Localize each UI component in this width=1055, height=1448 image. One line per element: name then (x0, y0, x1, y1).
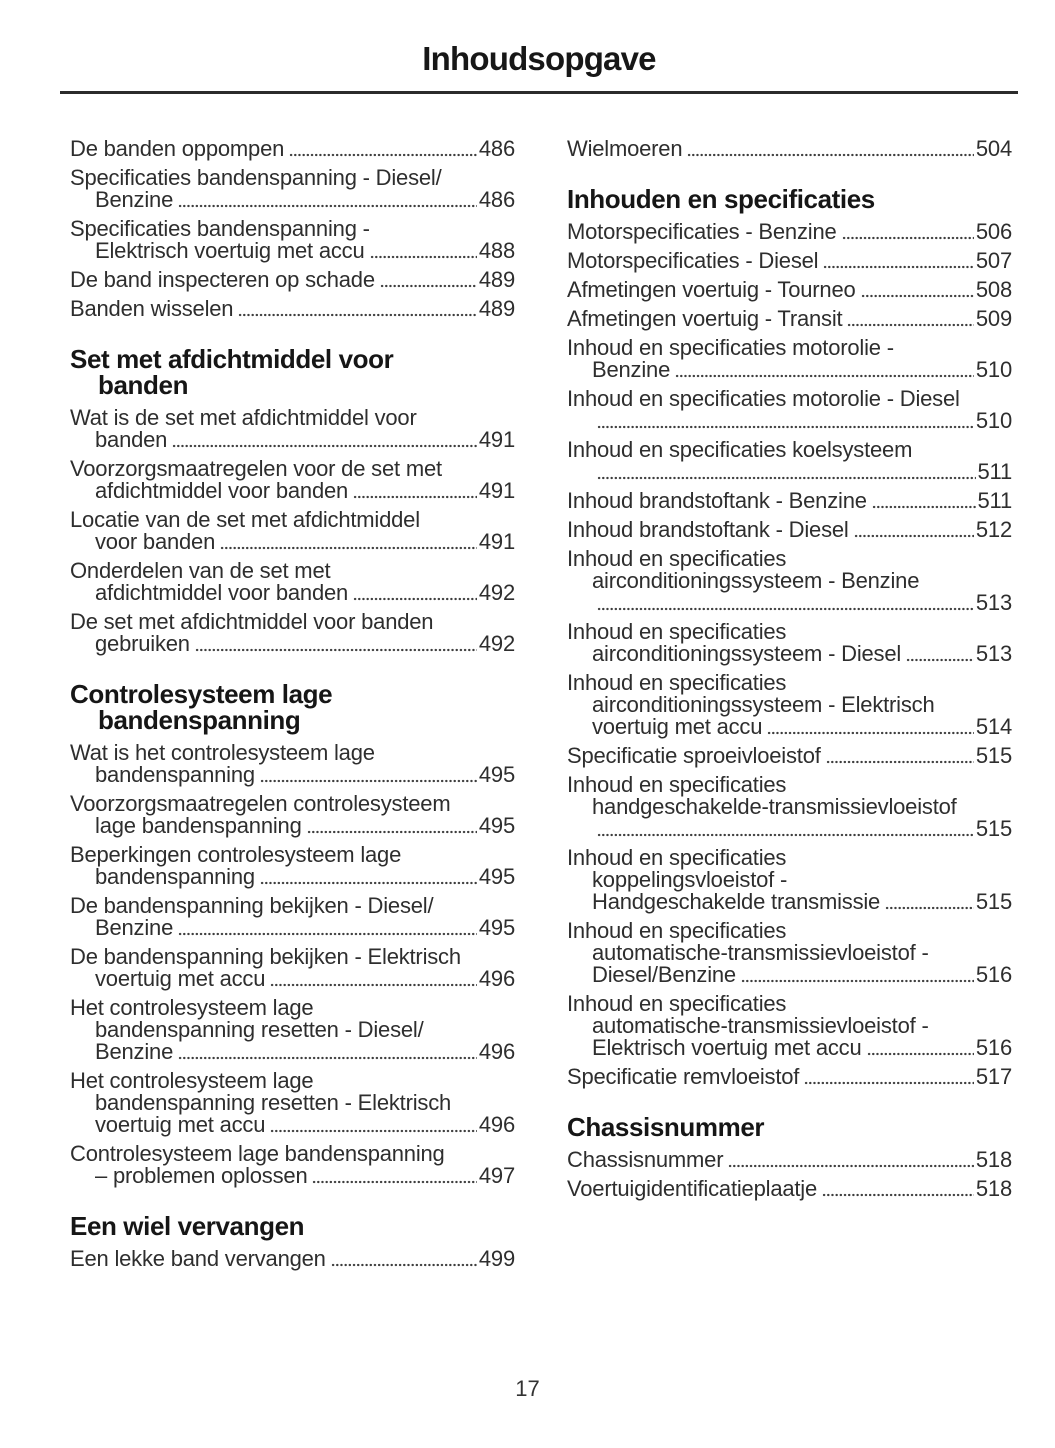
toc-entry-line (567, 964, 1012, 986)
toc-entry-page: 511 (977, 459, 1012, 484)
toc-entry (70, 167, 515, 211)
toc-entry-label: voor banden (95, 529, 216, 554)
leader-dots (270, 1129, 477, 1133)
toc-entry-line (70, 189, 515, 211)
toc-entry (567, 388, 1012, 432)
toc-entry (567, 490, 1012, 512)
toc-entry-page: 509 (975, 306, 1012, 331)
toc-entry-page: 491 (478, 427, 515, 452)
toc-entry-line: Het controlesysteem lage (70, 995, 314, 1020)
toc-entry-page: 491 (478, 529, 515, 554)
toc-entry-label: gebruiken (95, 631, 190, 656)
leader-dots (220, 546, 477, 550)
toc-entry (567, 519, 1012, 541)
toc-entry (567, 993, 1012, 1059)
leader-dots (597, 476, 976, 480)
toc-entry (70, 509, 515, 553)
toc-entry-label: Wielmoeren (567, 136, 683, 161)
toc-entry (567, 250, 1012, 272)
toc-entry-line (567, 1149, 1012, 1171)
leader-dots (675, 374, 974, 378)
toc-entry (567, 439, 1012, 483)
toc-entry-line (567, 818, 1012, 840)
toc-entry-line (567, 279, 1012, 301)
toc-entry (70, 1248, 515, 1270)
toc-entry-line: Wat is de set met afdichtmiddel voor (70, 405, 417, 430)
toc-entry-line (70, 269, 515, 291)
toc-entry-line (567, 250, 1012, 272)
toc-entry-label: bandenspanning (95, 762, 255, 787)
leader-dots (270, 983, 477, 987)
toc-entry-page: 510 (975, 357, 1012, 382)
toc-entry-page: 512 (975, 517, 1012, 542)
toc-entry (70, 1143, 515, 1187)
toc-entry (567, 920, 1012, 986)
leader-dots (854, 534, 974, 538)
toc-column-left (70, 138, 515, 1277)
leader-dots (767, 731, 974, 735)
toc-entry-page: 496 (478, 966, 515, 991)
leader-dots (867, 1052, 974, 1056)
toc-entry-label: Handgeschakelde transmissie (592, 889, 881, 914)
toc-entry-line (70, 815, 515, 837)
leader-dots (804, 1081, 974, 1085)
leader-dots (260, 779, 477, 783)
toc-entry-line: Voorzorgsmaatregelen voor de set met (70, 456, 442, 481)
toc-entry-line: Specificaties bandenspanning - (70, 216, 370, 241)
toc-entry-label: voertuig met accu (592, 714, 763, 739)
toc-entry-page: 515 (975, 889, 1012, 914)
leader-dots (872, 505, 976, 509)
toc-entry-page: 495 (478, 762, 515, 787)
toc-entry-page: 513 (975, 641, 1012, 666)
toc-entry-page: 488 (478, 238, 515, 263)
leader-dots (238, 313, 477, 317)
leader-dots (370, 255, 477, 259)
toc-entry-label: Afmetingen voertuig - Transit (567, 306, 843, 331)
toc-entry-line (70, 480, 515, 502)
toc-entry-line: airconditioningssysteem - Elektrisch (592, 692, 935, 717)
toc-entry-label: De banden oppompen (70, 136, 285, 161)
leader-dots (178, 932, 477, 936)
leader-dots (178, 1056, 477, 1060)
toc-entry-line: Inhoud en specificaties (567, 918, 787, 943)
toc-entry-label: De band inspecteren op schade (70, 267, 375, 292)
toc-entry-line: Inhoud en specificaties (567, 670, 787, 695)
leader-dots (178, 204, 477, 208)
toc-entry-page: 515 (975, 816, 1012, 841)
leader-dots (597, 607, 974, 611)
page-number: 17 (515, 1376, 540, 1401)
toc-entry-label: – problemen oplossen (95, 1163, 308, 1188)
toc-entry (70, 218, 515, 262)
toc-entry-line (567, 1037, 1012, 1059)
toc-entry-line (567, 410, 1012, 432)
toc-entry-label: voertuig met accu (95, 966, 266, 991)
toc-entry (567, 279, 1012, 301)
toc-entry-line (567, 592, 1012, 614)
toc-entry-page: 491 (478, 478, 515, 503)
toc-entry-label: airconditioningssysteem - Diesel (592, 641, 902, 666)
toc-entry-line: De set met afdichtmiddel voor banden (70, 609, 434, 634)
toc-entry-label: Specificatie remvloeistof (567, 1064, 800, 1089)
toc-entry-line: Onderdelen van de set met (70, 558, 331, 583)
toc-entry-line: Inhoud en specificaties (567, 619, 787, 644)
toc-entry-page: 486 (478, 187, 515, 212)
toc-entry-line: airconditioningssysteem - Benzine (592, 568, 920, 593)
toc-entry-page: 486 (478, 136, 515, 161)
leader-dots (289, 153, 477, 157)
toc-entry-line: Inhoud en specificaties (567, 772, 787, 797)
toc-entry-label: Inhoud brandstoftank - Diesel (567, 517, 849, 542)
toc-entry-label: afdichtmiddel voor banden (95, 478, 349, 503)
toc-entry-line (70, 1248, 515, 1270)
toc-entry-line (70, 866, 515, 888)
toc-entry (70, 793, 515, 837)
toc-entry-line (567, 490, 1012, 512)
toc-entry-label: Benzine (95, 187, 174, 212)
toc-entry (70, 742, 515, 786)
toc-entry-line (567, 1066, 1012, 1088)
toc-entry-page: 516 (975, 962, 1012, 987)
leader-dots (380, 284, 477, 288)
toc-entry-label: Benzine (95, 1039, 174, 1064)
toc-entry-page: 495 (478, 813, 515, 838)
toc-entry-page: 496 (478, 1112, 515, 1137)
leader-dots (307, 830, 477, 834)
toc-entry-line (567, 461, 1012, 483)
toc-entry-line: automatische-transmissievloeistof - (592, 1013, 929, 1038)
toc-entry (567, 672, 1012, 738)
toc-entry-page: 518 (975, 1176, 1012, 1201)
toc-entry-line: Locatie van de set met afdichtmiddel (70, 507, 420, 532)
toc-entry (567, 548, 1012, 614)
toc-entry-line: Specificaties bandenspanning - Diesel/ (70, 165, 442, 190)
toc-entry (70, 138, 515, 160)
toc-entry-line (567, 643, 1012, 665)
toc-entry-line: De bandenspanning bekijken - Elektrisch (70, 944, 461, 969)
toc-entry-line: Inhoud en specificaties motorolie - Diesel (567, 386, 960, 411)
section-heading-line: banden (98, 370, 189, 400)
section-heading-line: Set met afdichtmiddel voor (70, 344, 394, 374)
leader-dots (260, 881, 477, 885)
toc-entry (567, 1149, 1012, 1171)
toc-entry-page: 489 (478, 267, 515, 292)
toc-entry-line (70, 968, 515, 990)
toc-entry (70, 560, 515, 604)
toc-entry-page: 489 (478, 296, 515, 321)
section-heading-line: Chassisnummer (567, 1112, 765, 1142)
toc-entry-line (567, 891, 1012, 913)
toc-entry (567, 308, 1012, 330)
leader-dots (353, 495, 477, 499)
toc-entry-line (70, 633, 515, 655)
toc-entry (70, 298, 515, 320)
toc-entry-line: automatische-transmissievloeistof - (592, 940, 929, 965)
toc-entry-label: Motorspecificaties - Diesel (567, 248, 819, 273)
section-heading (70, 346, 515, 398)
toc-columns (70, 138, 1055, 1277)
toc-entry-label: Benzine (95, 915, 174, 940)
toc-entry (70, 946, 515, 990)
toc-entry-line: Inhoud en specificaties (567, 546, 787, 571)
toc-entry-line (70, 240, 515, 262)
toc-entry-label: Banden wisselen (70, 296, 234, 321)
toc-column-right (567, 138, 1012, 1277)
toc-entry-line: De bandenspanning bekijken - Diesel/ (70, 893, 434, 918)
leader-dots (195, 648, 477, 652)
toc-entry-label: banden (95, 427, 168, 452)
toc-entry-page: 508 (975, 277, 1012, 302)
toc-entry-page: 495 (478, 864, 515, 889)
toc-entry-page: 499 (478, 1246, 515, 1271)
toc-entry-line (70, 917, 515, 939)
toc-entry-page: 496 (478, 1039, 515, 1064)
toc-entry-line: handgeschakelde-transmissievloeistof (592, 794, 957, 819)
toc-entry-line (70, 764, 515, 786)
toc-entry-label: voertuig met accu (95, 1112, 266, 1137)
toc-entry-label: Een lekke band vervangen (70, 1246, 326, 1271)
page-title: Inhoudsopgave (422, 40, 656, 77)
leader-dots (353, 597, 477, 601)
toc-entry-label: afdichtmiddel voor banden (95, 580, 349, 605)
toc-entry (70, 611, 515, 655)
leader-dots (826, 760, 974, 764)
toc-entry (567, 847, 1012, 913)
toc-entry-line: Beperkingen controlesysteem lage (70, 842, 402, 867)
toc-entry-line (70, 1114, 515, 1136)
leader-dots (728, 1164, 974, 1168)
toc-entry-label: Chassisnummer (567, 1147, 724, 1172)
toc-entry-page: 504 (975, 136, 1012, 161)
toc-entry-line: koppelingsvloeistof - (592, 867, 788, 892)
leader-dots (331, 1263, 477, 1267)
toc-entry-line (70, 582, 515, 604)
toc-entry-line: bandenspanning resetten - Diesel/ (95, 1017, 424, 1042)
leader-dots (741, 979, 974, 983)
toc-entry (567, 221, 1012, 243)
toc-entry-line: Inhoud en specificaties koelsysteem (567, 437, 913, 462)
toc-entry (567, 1066, 1012, 1088)
toc-entry-line: Wat is het controlesysteem lage (70, 740, 375, 765)
toc-entry-line: Voorzorgsmaatregelen controlesysteem (70, 791, 451, 816)
section-heading-line: bandenspanning (98, 705, 301, 735)
toc-entry-line (567, 745, 1012, 767)
toc-entry (70, 407, 515, 451)
leader-dots (597, 833, 974, 837)
toc-entry-line (70, 429, 515, 451)
toc-entry-label: Benzine (592, 357, 671, 382)
leader-dots (885, 906, 974, 910)
toc-entry-page: 510 (975, 408, 1012, 433)
toc-entry (70, 844, 515, 888)
section-heading (567, 1114, 1012, 1140)
toc-entry-line: Inhoud en specificaties (567, 845, 787, 870)
section-heading-line: Controlesysteem lage (70, 679, 333, 709)
toc-entry-label: Specificatie sproeivloeistof (567, 743, 821, 768)
toc-entry (567, 774, 1012, 840)
toc-entry-line (567, 138, 1012, 160)
toc-entry-line (70, 1165, 515, 1187)
section-heading (567, 186, 1012, 212)
toc-entry-line (70, 531, 515, 553)
toc-entry-line (70, 298, 515, 320)
section-heading-line: Een wiel vervangen (70, 1211, 305, 1241)
toc-entry-line: Het controlesysteem lage (70, 1068, 314, 1093)
toc-entry-label: Elektrisch voertuig met accu (592, 1035, 862, 1060)
toc-entry-page: 516 (975, 1035, 1012, 1060)
toc-entry-line (567, 1178, 1012, 1200)
toc-entry (70, 895, 515, 939)
toc-entry-page: 511 (977, 488, 1012, 513)
toc-entry-label: bandenspanning (95, 864, 255, 889)
toc-entry-line (567, 716, 1012, 738)
leader-dots (861, 294, 974, 298)
toc-entry (70, 1070, 515, 1136)
toc-entry-page: 515 (975, 743, 1012, 768)
leader-dots (822, 1193, 974, 1197)
toc-entry-line (70, 1041, 515, 1063)
toc-entry-line: Controlesysteem lage bandenspanning (70, 1141, 445, 1166)
toc-entry-line (567, 519, 1012, 541)
toc-entry-page: 514 (975, 714, 1012, 739)
toc-entry-page: 507 (975, 248, 1012, 273)
toc-entry (70, 458, 515, 502)
leader-dots (312, 1180, 476, 1184)
section-heading (70, 1213, 515, 1239)
toc-entry-line (567, 221, 1012, 243)
leader-dots (823, 265, 974, 269)
leader-dots (172, 444, 477, 448)
section-heading (70, 681, 515, 733)
toc-entry-line: bandenspanning resetten - Elektrisch (95, 1090, 452, 1115)
toc-entry (567, 621, 1012, 665)
leader-dots (842, 236, 974, 240)
toc-entry-page: 492 (478, 631, 515, 656)
toc-entry (70, 269, 515, 291)
toc-entry-page: 517 (975, 1064, 1012, 1089)
toc-entry-page: 513 (975, 590, 1012, 615)
toc-entry (567, 337, 1012, 381)
toc-entry-label: Voertuigidentificatieplaatje (567, 1176, 818, 1201)
title-divider (60, 91, 1018, 94)
toc-entry-label: Diesel/Benzine (592, 962, 736, 987)
toc-entry-page: 518 (975, 1147, 1012, 1172)
toc-entry-line (70, 138, 515, 160)
toc-entry-label: Inhoud brandstoftank - Benzine (567, 488, 867, 513)
leader-dots (687, 153, 974, 157)
leader-dots (847, 323, 973, 327)
toc-entry (567, 138, 1012, 160)
toc-entry-label: lage bandenspanning (95, 813, 302, 838)
toc-entry-label: Elektrisch voertuig met accu (95, 238, 365, 263)
toc-entry-label: Afmetingen voertuig - Tourneo (567, 277, 856, 302)
toc-entry (70, 997, 515, 1063)
toc-entry-page: 492 (478, 580, 515, 605)
toc-entry-page: 506 (975, 219, 1012, 244)
toc-entry-line: Inhoud en specificaties (567, 991, 787, 1016)
toc-entry-page: 497 (478, 1163, 515, 1188)
leader-dots (906, 658, 974, 662)
toc-entry-line: Inhoud en specificaties motorolie - (567, 335, 894, 360)
toc-entry (567, 1178, 1012, 1200)
toc-entry-label: Motorspecificaties - Benzine (567, 219, 837, 244)
leader-dots (597, 425, 974, 429)
toc-entry-line (567, 308, 1012, 330)
toc-entry-page: 495 (478, 915, 515, 940)
section-heading-line: Inhouden en specificaties (567, 184, 875, 214)
toc-entry-line (567, 359, 1012, 381)
toc-entry (567, 745, 1012, 767)
